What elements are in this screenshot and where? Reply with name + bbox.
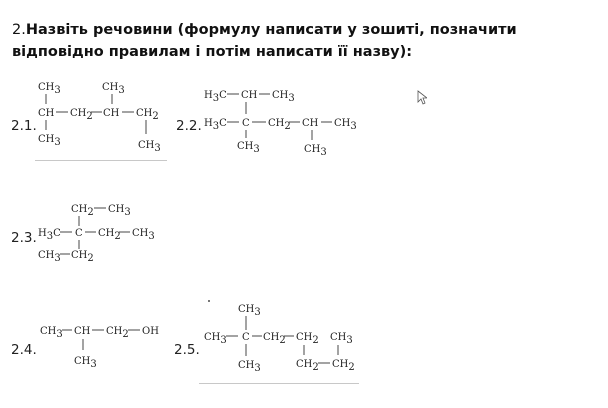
f22-ch3-end: CH3 [334, 118, 357, 132]
f22-h3c: H3C [204, 118, 227, 132]
f25-ch2a: CH2 [263, 332, 286, 346]
formula-2-5 [204, 300, 364, 380]
f21-ch3-bot1: CH3 [38, 134, 61, 148]
f22-ch2: CH2 [268, 118, 291, 132]
f21-ch3-bot2: CH3 [138, 140, 161, 154]
f24-ch2: CH2 [106, 326, 129, 340]
task-heading [12, 19, 592, 63]
f23-top-ch2: CH2 [71, 204, 94, 218]
f24-ch3-b: CH3 [74, 356, 97, 370]
f25-ch2b: CH2 [296, 332, 319, 346]
f23-ch2: CH2 [98, 228, 121, 242]
f25-c: C [242, 332, 250, 343]
f22-top-h3c: H3C [204, 90, 227, 104]
f23-bot-ch3: CH3 [38, 250, 61, 264]
f23-h3c: H3C [38, 228, 61, 242]
item-label-2-2: 2.2. [176, 118, 202, 134]
f21-ch: CH [38, 108, 55, 119]
task-text: Назвіть речовини (формулу написати у зошиті, позначити відповідно правилам і потім написати її назву): [12, 22, 517, 60]
f25-ch3-top: CH3 [238, 304, 261, 318]
f21-ch2: CH2 [70, 108, 93, 122]
f24-oh: OH [142, 326, 159, 337]
f23-top-ch3: CH3 [108, 204, 131, 218]
f22-top-ch3: CH3 [272, 90, 295, 104]
f23-c: C [75, 228, 83, 239]
item-label-2-3: 2.3. [11, 230, 37, 246]
formula-2-3 [38, 200, 158, 268]
item-label-2-5: 2.5. [174, 342, 200, 358]
f22-c: C [242, 118, 250, 129]
formula-2-2 [204, 86, 364, 158]
f22-ch: CH [302, 118, 319, 129]
f25-ch3: CH3 [204, 332, 227, 346]
f23-ch3-end: CH3 [132, 228, 155, 242]
f24-ch: CH [74, 326, 91, 337]
answer-line-2-5 [199, 383, 359, 384]
answer-line-2-1 [35, 160, 167, 161]
f22-ch3-b2: CH3 [304, 144, 327, 158]
f22-top-ch: CH [241, 90, 258, 101]
f22-ch3-b1: CH3 [237, 141, 260, 155]
f24-ch3: CH3 [40, 326, 63, 340]
formula-2-1 [38, 80, 168, 160]
f25-ch3-b: CH3 [238, 360, 261, 374]
mouse-cursor-icon [417, 90, 427, 105]
item-label-2-4: 2.4. [11, 342, 37, 358]
f23-bot-ch2: CH2 [71, 250, 94, 264]
f25-ch2c: CH2 [296, 359, 319, 373]
f25-ch3-r: CH3 [330, 332, 353, 346]
formula-2-4 [40, 322, 170, 372]
f21-ch3-top2: CH3 [102, 82, 125, 96]
f21-ch-b: CH [103, 108, 120, 119]
f21-ch2-end: CH2 [136, 108, 159, 122]
item-label-2-1: 2.1. [11, 118, 37, 134]
task-number: 2. [12, 22, 26, 38]
f21-ch3-top1: CH3 [38, 82, 61, 96]
f25-ch2d: CH2 [332, 359, 355, 373]
